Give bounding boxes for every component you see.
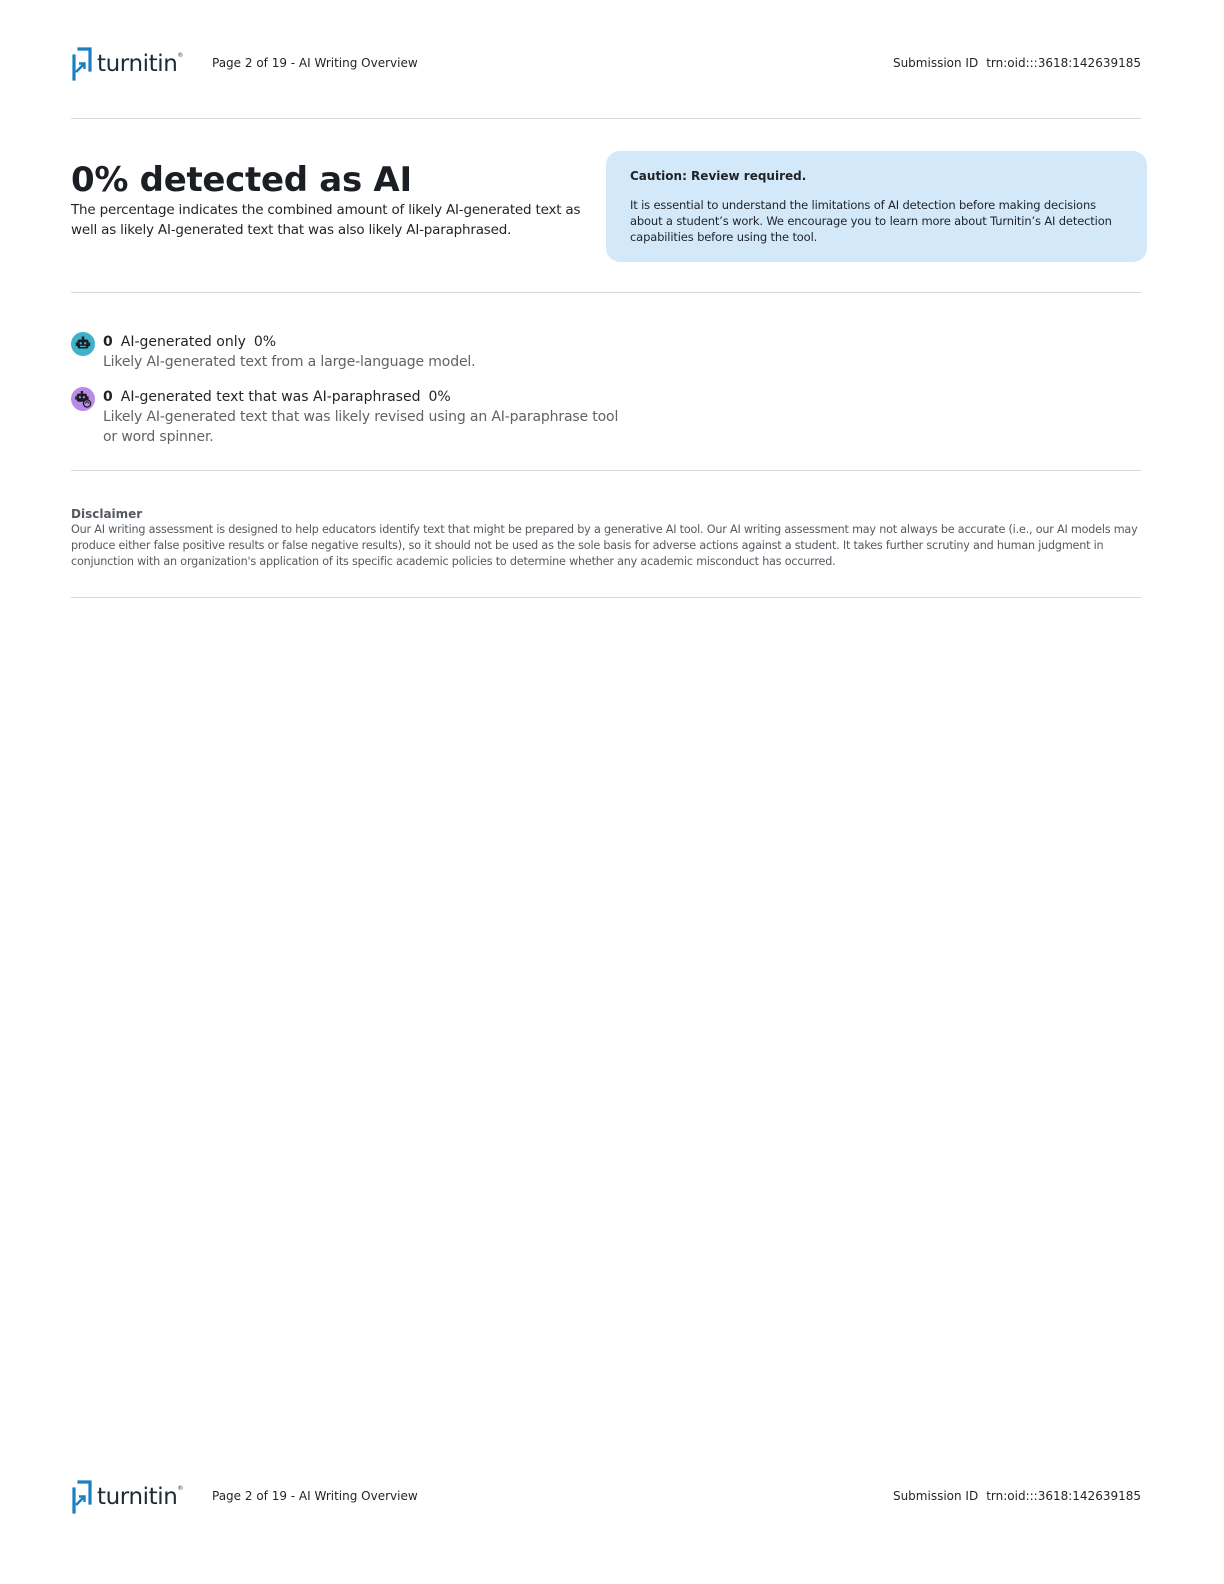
category-percent: 0% xyxy=(428,389,451,405)
disclaimer xyxy=(71,506,1143,570)
category-count: 0 xyxy=(103,389,113,405)
category-label: AI-generated text that was AI-paraphrased xyxy=(120,389,421,405)
divider xyxy=(71,470,1141,471)
divider xyxy=(71,597,1141,598)
trademark-mark: ® xyxy=(177,1485,184,1492)
divider xyxy=(71,292,1141,293)
category-text xyxy=(103,332,628,372)
page-label: Page 2 of 19 - AI Writing Overview xyxy=(212,1489,418,1503)
category-label: AI-generated only xyxy=(120,334,246,350)
turnitin-logo xyxy=(71,1479,183,1515)
logo-wordmark: turnitin xyxy=(97,1483,178,1510)
page-title: 0% detected as AI xyxy=(71,160,412,200)
caution-body: It is essential to understand the limitations of AI detection before making decisions about a student’s work. We encourage you to learn more about Turnitin’s AI detection capabilities before using the tool. xyxy=(630,198,1112,244)
divider xyxy=(71,118,1141,119)
disclaimer-body: Our AI writing assessment is designed to help educators identify text that might be prepared by a generative AI tool. Our AI writing assessment may not always be accurate (i.e., our AI models may produce either false positive results or false negative results), so it should not be used as the sole basis for adverse actions against a student. It takes further scrutiny and human judgment in conjunction with an organization's application of its specific academic policies to determine whether any academic misconduct has occurred. xyxy=(71,523,1138,568)
page-label: Page 2 of 19 - AI Writing Overview xyxy=(212,56,418,70)
robot-icon xyxy=(71,332,95,356)
disclaimer-title: Disclaimer xyxy=(71,507,143,521)
category-percent: 0% xyxy=(253,334,277,350)
category-line xyxy=(103,387,628,407)
trademark-mark: ® xyxy=(177,52,184,59)
turnitin-logo-icon xyxy=(71,46,93,82)
caution-box xyxy=(606,151,1147,262)
category-line xyxy=(103,332,628,352)
category-ai-paraphrased xyxy=(71,387,631,447)
category-count: 0 xyxy=(103,334,113,350)
submission-id-value: trn:oid:::3618:142639185 xyxy=(986,1489,1141,1503)
category-ai-generated-only xyxy=(71,332,631,372)
submission-id xyxy=(893,56,1141,70)
submission-id-label: Submission ID xyxy=(892,1489,979,1503)
page-header xyxy=(71,44,1141,84)
caution-title: Caution: Review required. xyxy=(630,169,807,183)
category-description: Likely AI-generated text that was likely revised using an AI-paraphrase tool or word spinner. xyxy=(103,409,619,445)
category-text xyxy=(103,387,628,447)
turnitin-logo xyxy=(71,46,183,82)
logo-wordmark: turnitin xyxy=(97,50,178,77)
submission-id xyxy=(893,1489,1141,1503)
submission-id-label: Submission ID xyxy=(892,56,979,70)
submission-id-value: trn:oid:::3618:142639185 xyxy=(986,56,1141,70)
robot-paraphrase-icon xyxy=(71,387,95,411)
page-footer xyxy=(71,1477,1141,1517)
summary-description: The percentage indicates the combined amount of likely AI-generated text as well as likely AI-generated text that was also likely AI-paraphrased. xyxy=(71,202,581,238)
turnitin-logo-icon xyxy=(71,1479,93,1515)
category-description: Likely AI-generated text from a large-language model. xyxy=(103,354,476,370)
